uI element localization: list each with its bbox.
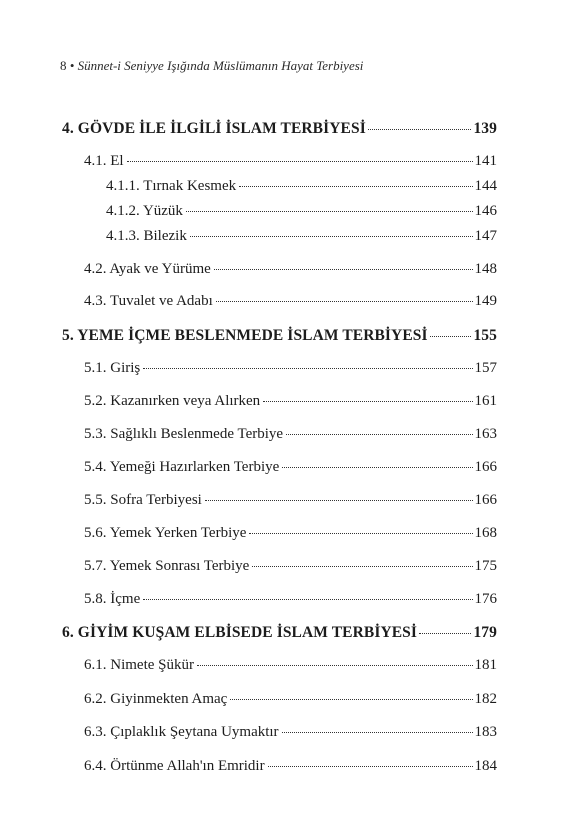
book-title: Sünnet-i Seniyye Işığında Müslümanın Hayat Terbiyesi [77, 58, 364, 73]
dot-leader [263, 401, 472, 402]
page-number: 8 [60, 58, 67, 73]
toc-entry-page: 139 [473, 120, 497, 137]
toc-entry-page: 184 [474, 758, 497, 774]
toc-entry-page: 141 [474, 153, 497, 169]
toc-entry-page: 148 [474, 261, 497, 277]
toc-entry-label: 6.4. Örtünme Allah'ın Emridir [84, 758, 265, 774]
toc-entry-label: 4.1.2. Yüzük [106, 203, 183, 219]
toc-entry-page: 176 [474, 591, 497, 607]
toc-chapter-entry[interactable] [62, 624, 497, 642]
toc-section-entry[interactable] [84, 393, 497, 410]
toc-entry-label: 5. YEME İÇME BESLENMEDE İSLAM TERBİYESİ [62, 327, 428, 344]
toc-entry-label: 6. GİYİM KUŞAM ELBİSEDE İSLAM TERBİYESİ [62, 624, 418, 641]
toc-entry-label: 5.1. Giriş [84, 360, 141, 376]
toc-entry-label: 5.3. Sağlıklı Beslenmede Terbiye [84, 426, 284, 442]
toc-entry-page: 166 [474, 459, 497, 475]
toc-section-entry[interactable] [84, 153, 497, 170]
toc-section-entry[interactable] [84, 558, 497, 575]
dot-leader [286, 434, 472, 435]
dot-leader [216, 301, 473, 302]
toc-section-entry[interactable] [84, 691, 497, 708]
toc-entry-label: 6.1. Nimete Şükür [84, 657, 194, 673]
toc-section-entry[interactable] [84, 525, 497, 542]
toc-entry-page: 181 [474, 657, 497, 673]
toc-entry-page: 183 [474, 724, 497, 740]
toc-entry-page: 168 [474, 525, 497, 541]
dot-leader [282, 732, 473, 733]
toc-section-entry[interactable] [84, 360, 497, 377]
dot-leader [368, 129, 472, 130]
toc-entry-label: 5.6. Yemek Yerken Terbiye [84, 525, 247, 541]
toc-entry-page: 175 [474, 558, 497, 574]
toc-entry-label: 4. GÖVDE İLE İLGİLİ İSLAM TERBİYESİ [62, 120, 366, 137]
toc-chapter-entry[interactable] [62, 327, 497, 345]
dot-leader [430, 336, 472, 337]
toc-section-entry[interactable] [84, 657, 497, 674]
toc-entry-label: 4.1. El [84, 153, 124, 169]
toc-entry-label: 5.2. Kazanırken veya Alırken [84, 393, 261, 409]
toc-entry-page: 149 [474, 293, 497, 309]
toc-entry-label: 4.2. Ayak ve Yürüme [84, 261, 211, 277]
toc-entry-label: 6.2. Giyinmekten Amaç [84, 691, 228, 707]
toc-entry-label: 4.1.1. Tırnak Kesmek [106, 178, 237, 194]
dot-leader [419, 633, 471, 634]
toc-entry-label: 4.3. Tuvalet ve Adabı [84, 293, 213, 309]
dot-leader [282, 467, 472, 468]
toc-entry-label: 6.3. Çıplaklık Şeytana Uymaktır [84, 724, 279, 740]
toc-entry-page: 182 [474, 691, 497, 707]
dot-leader [239, 186, 472, 187]
dot-leader [143, 368, 472, 369]
toc-entry-page: 157 [474, 360, 497, 376]
toc-entry-label: 4.1.3. Bilezik [106, 228, 187, 244]
toc-section-entry[interactable] [84, 426, 497, 443]
header-separator: • [69, 58, 75, 73]
toc-section-entry[interactable] [84, 293, 497, 310]
toc-subsection-entry[interactable] [106, 203, 497, 220]
dot-leader [143, 599, 472, 600]
toc-section-entry[interactable] [84, 261, 497, 278]
running-header [60, 58, 363, 74]
toc-subsection-entry[interactable] [106, 228, 497, 245]
toc-entry-label: 5.8. İçme [84, 591, 141, 607]
dot-leader [205, 500, 473, 501]
toc-entry-page: 146 [474, 203, 497, 219]
dot-leader [252, 566, 472, 567]
toc-section-entry[interactable] [84, 492, 497, 509]
dot-leader [268, 766, 473, 767]
toc-entry-page: 166 [474, 492, 497, 508]
toc-section-entry[interactable] [84, 459, 497, 476]
toc-section-entry[interactable] [84, 758, 497, 775]
toc-entry-page: 163 [474, 426, 497, 442]
toc-chapter-entry[interactable] [62, 120, 497, 138]
dot-leader [249, 533, 472, 534]
dot-leader [230, 699, 472, 700]
dot-leader [127, 161, 473, 162]
toc-section-entry[interactable] [84, 724, 497, 741]
toc-entry-page: 161 [474, 393, 497, 409]
toc-entry-page: 155 [473, 327, 497, 344]
toc-entry-label: 5.5. Sofra Terbiyesi [84, 492, 202, 508]
toc-entry-label: 5.4. Yemeği Hazırlarken Terbiye [84, 459, 280, 475]
dot-leader [186, 211, 473, 212]
toc-entry-page: 144 [474, 178, 497, 194]
toc-entry-page: 147 [474, 228, 497, 244]
toc-entry-page: 179 [473, 624, 497, 641]
dot-leader [190, 236, 473, 237]
dot-leader [197, 665, 473, 666]
toc-subsection-entry[interactable] [106, 178, 497, 195]
toc-section-entry[interactable] [84, 591, 497, 608]
toc-entry-label: 5.7. Yemek Sonrası Terbiye [84, 558, 250, 574]
dot-leader [214, 269, 473, 270]
